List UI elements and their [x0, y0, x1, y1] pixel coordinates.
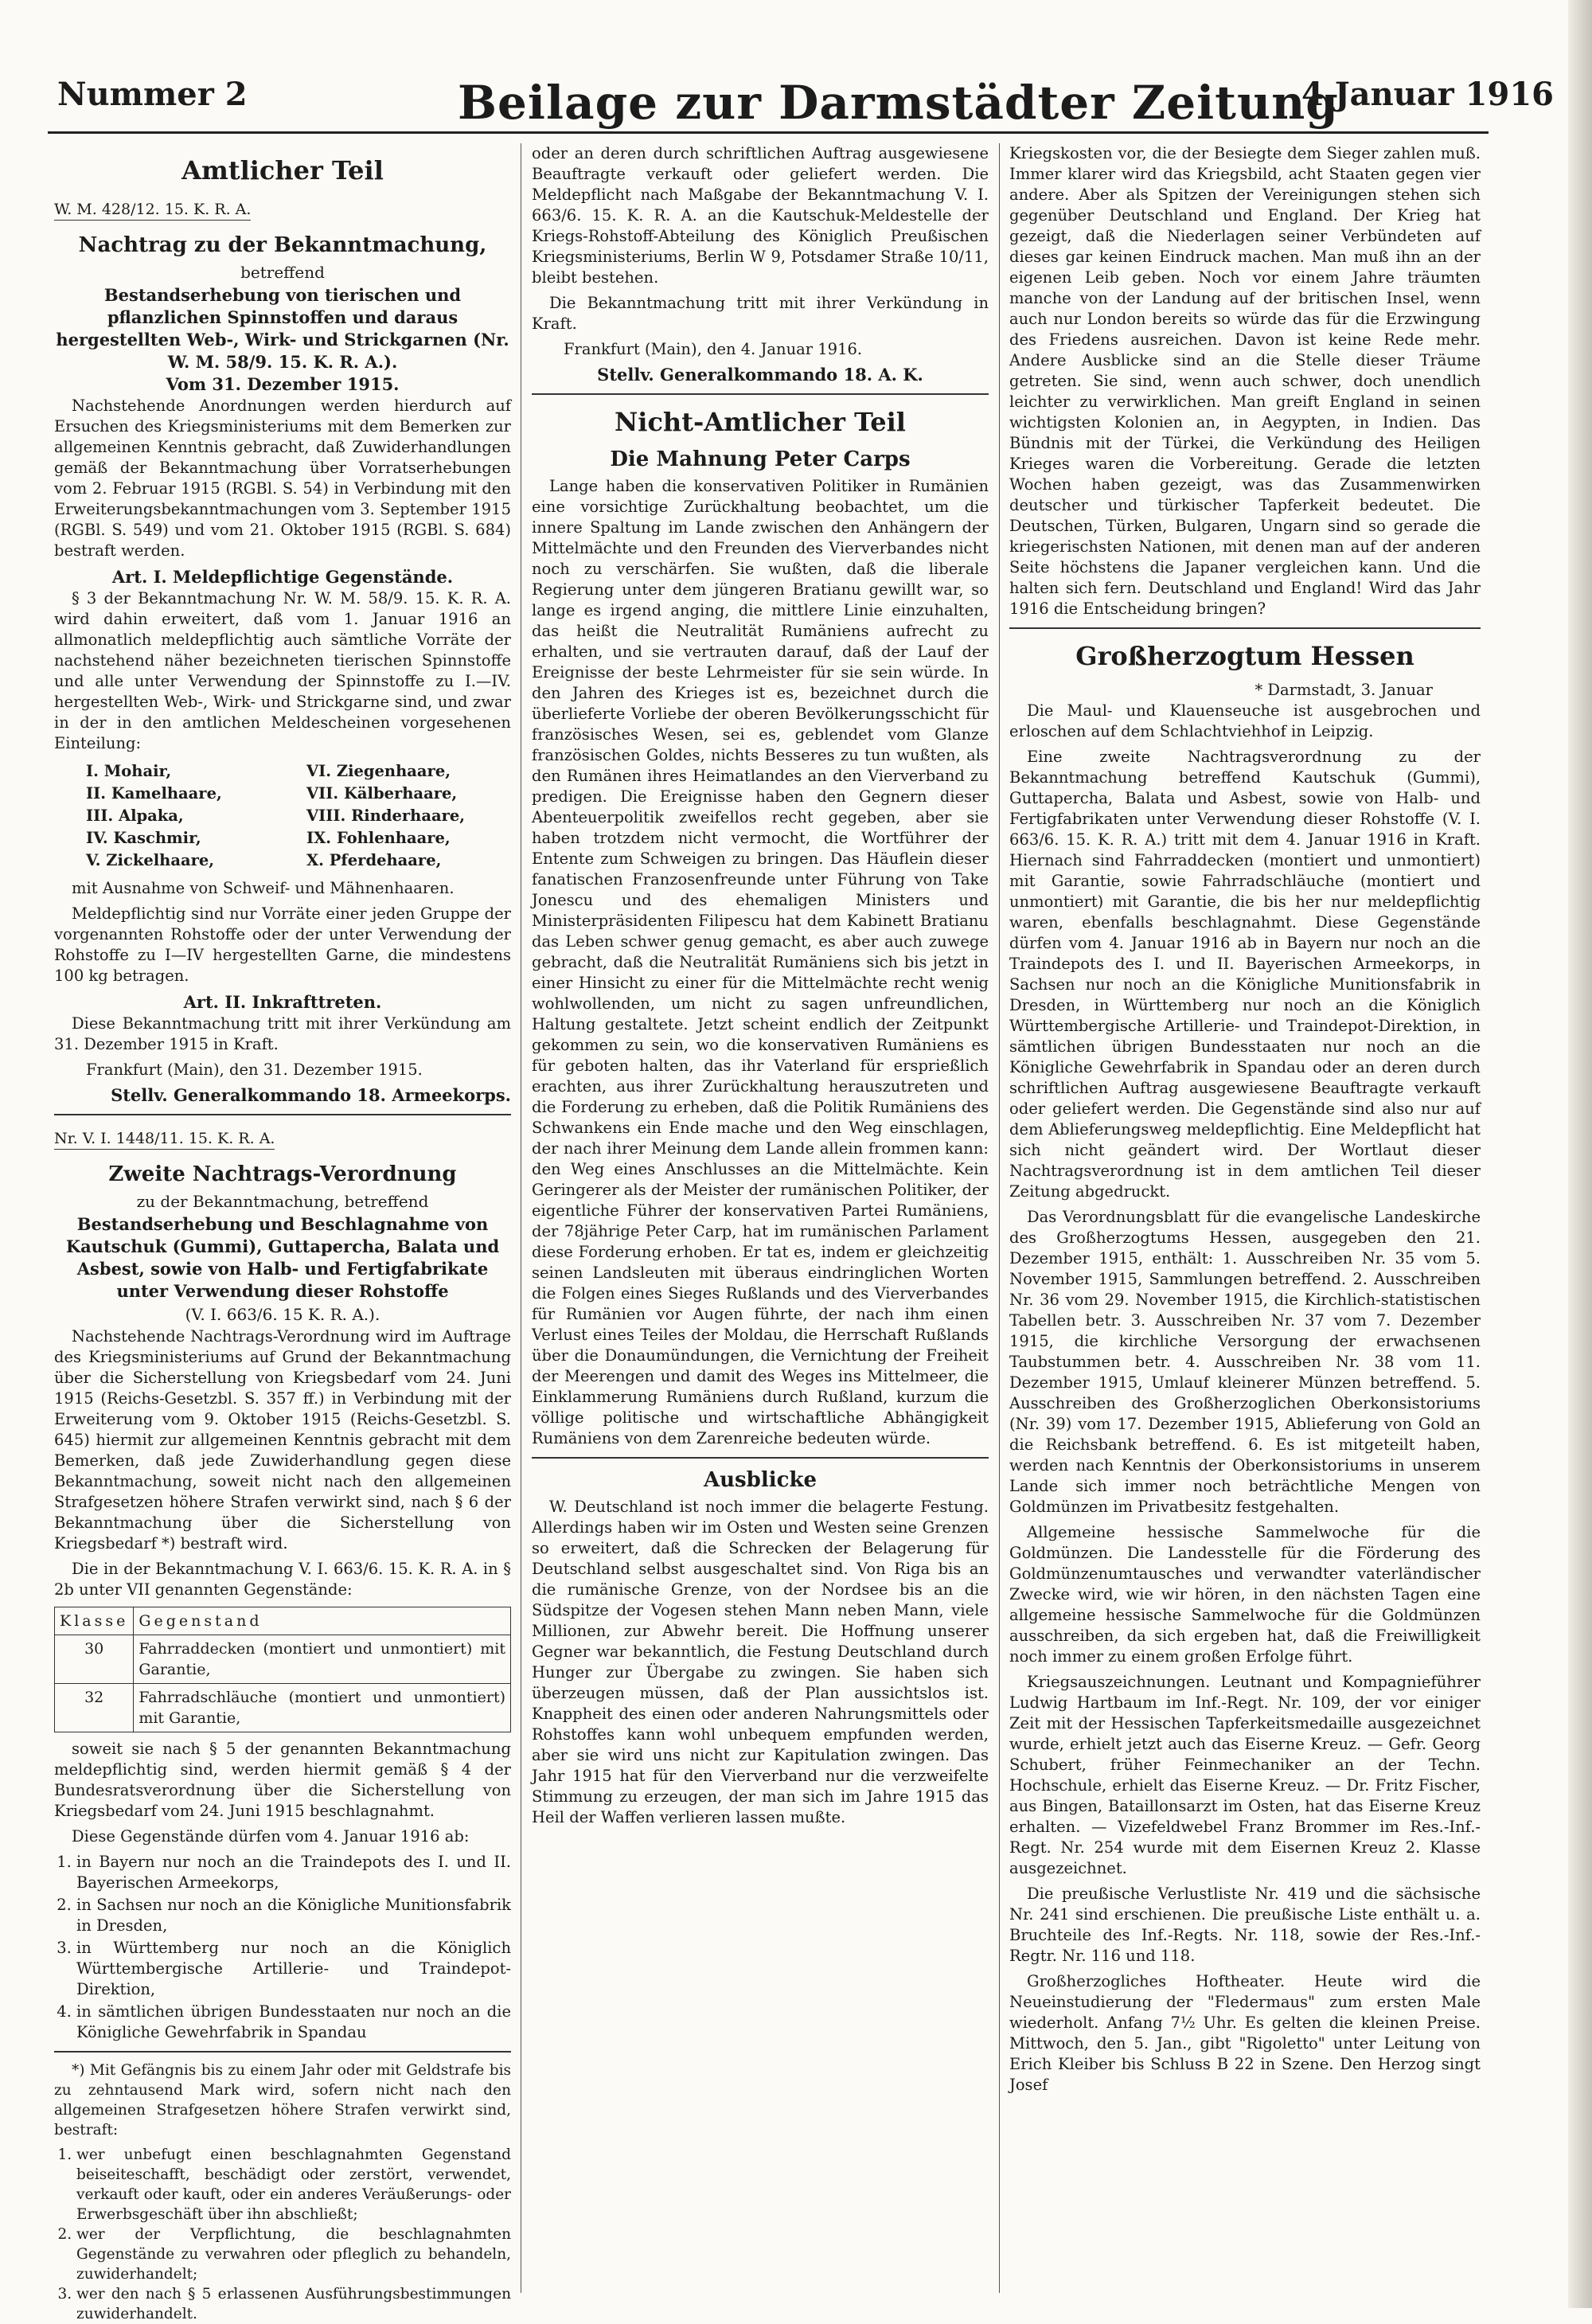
betreffend-label: betreffend [240, 263, 325, 282]
signature: Stellv. Generalkommando 18. A. K. [597, 365, 923, 385]
paragraph: Die in der Bekanntmachung V. I. 663/6. 15. K. R. A. in § 2b unter VII genannten Gegenstände: [54, 1560, 511, 1599]
footnote-list [54, 2145, 511, 2324]
hair-type: X. Pferdehaare, [306, 851, 442, 869]
news-item: Kriegsauszeichnungen. Leutnant und Kompagnieführer Ludwig Hartbaum im Inf.-Regt. Nr. 109, der vor einiger Zeit mit der Hessischen Tapferkeitsmedaille ausgezeichnet wurde, erhielt jetzt auch das Eiserne Kreuz. — Gefr. Georg Schubert, früher Feinmechaniker an der Techn. Hochschule, erhielt das Eiserne Kreuz. — Dr. Fritz Fischer, aus Bingen, Bataillonsarzt im Osten, hat das Eiserne Kreuz erhalten. — Vizefeldwebel Franz Brommer im Res.-Inf.-Regt. Nr. 254 wurde mit dem Eisernen Kreuz 2. Klasse ausgezeichnet. [1009, 1673, 1481, 1877]
page-edge-shadow [1568, 0, 1592, 2308]
list-item: 3. in Württemberg nur noch an die Königlich Württembergische Artillerie- und Traindepot-Direktion, [76, 1938, 511, 2000]
delivery-places-list [54, 1852, 511, 2043]
section-heading-nicht-amtlicher-teil: Nicht-Amtlicher Teil [615, 407, 906, 437]
column-1 [54, 143, 511, 2322]
paragraph: Nachstehende Nachtrags-Verordnung wird im Auftrage des Kriegsministeriums auf Grund der Bekanntmachung über die Sicherstellung von Kriegsbedarf vom 24. Juni 1915 (Reichs-Gesetzbl. S. 357 ff.) in Verbindung mit der Erweiterung vom 9. Oktober 1915 (Reichs-Gesetzbl. S. 645) hiermit zur allgemeinen Kenntnis gebracht mit dem Bemerken, daß jede Zuwiderhandlung gegen diese Bekanntmachung, soweit nicht nach den allgemeinen Strafgesetzen höhere Strafen verwirkt sind, nach § 6 der Bekanntmachung über die Sicherstellung von Kriegsbedarf *) bestraft wird. [54, 1327, 511, 1553]
paragraph: Kriegskosten vor, die der Besiegte dem Sieger zahlen muß. Immer klarer wird das Kriegsbild, acht Staaten gegen vier andere. Aber als Spitzen der Vereinigungen stehen sich gegenüber Deutschland und England. Der Krieg hat gezeigt, daß die Niederlagen seiner Verbündeten auf dieses gar keinen Eindruck machen. Man muß ihn an der eigenen Leib geben. Noch vor einem Jahre träumten manche von der Landung auf der britischen Insel, wenn auch nur London bereits so würde das für die Erzwingung des Friedens ausreichen. Davon ist keine Rede mehr. Andere Ausblicke sind an die Stelle dieser Träume getreten. Sie sind, wenn auch schwer, doch unendlich leichter zu verwirklichen. Man greift England in seinen wichtigsten Kolonien an, in Aegypten, in Indien. Das Bündnis mit der Türkei, die Verkündung des Heiligen Krieges waren die Vorbereitung. Gerade die letzten Wochen haben gezeigt, was das Zusammenwirken deutscher und türkischer Tapferkeit bedeutet. Die Deutschen, Türken, Bulgaren, Ungarn sind so gerade die kriegerischsten Nationen, mit denen man auf der anderen Seite höchstens die Japaner vergleichen kann. Und die halten sich fern. Deutschland und England! Wird das Jahr 1916 die Entscheidung bringen? [1009, 144, 1481, 618]
hair-type: II. Kamelhaare, [86, 784, 222, 803]
column-2 [532, 143, 989, 2284]
newspaper-title: Beilage zur Darmstädter Zeitung [458, 76, 1339, 130]
list-item: 3. wer den nach § 5 erlassenen Ausführungsbestimmungen zuwiderhandelt. [76, 2284, 511, 2324]
hair-type: VI. Ziegenhaare, [306, 762, 451, 780]
paragraph: W. Deutschland ist noch immer die belagerte Festung. Allerdings haben wir im Osten und Westen seine Grenzen so erweitert, daß die Schrecken der Belagerung für Deutschland selbst ausgeschaltet sind. Von Riga bis an die rumänische Grenze, von der Nordsee bis an die Südspitze der Vogesen stehen Mann neben Mann, viele Millionen, zur Abwehr bereit. Die Hoffnung unserer Gegner war bekanntlich, die Festung Deutschland durch Hunger zur Übergabe zu zwingen. Sie haben sich überzeugen müssen, daß der Plan aussichtslos ist. Knappheit des einen oder anderen Nahrungsmittels oder Rohstoffes kann wohl unbequem empfunden werden, aber sie wird uns nicht zur Kapitulation zwingen. Das Jahr 1915 hat für den Vierverband nur die verzweifelte Stimmung zu erzeugen, der man sich im Jahre 1915 das Heil der Waffen verlieren lassen mußte. [532, 1498, 989, 1826]
section-heading-grossherzogtum-hessen: Großherzogtum Hessen [1075, 641, 1414, 671]
footnote: *) Mit Gefängnis bis zu einem Jahr oder mit Geldstrafe bis zu zehntausend Mark wird, sofern nicht nach den allgemeinen Strafgesetzen höhere Strafen verwirkt sind, bestraft: [54, 2062, 511, 2138]
reference-number: W. M. 428/12. 15. K. R. A. [54, 199, 251, 221]
article-title: Nachtrag zu der Bekanntmachung, [78, 233, 487, 257]
hair-type: III. Alpaka, [86, 807, 184, 825]
divider [1009, 627, 1481, 629]
paragraph: Diese Bekanntmachung tritt mit ihrer Verkündung am 31. Dezember 1915 in Kraft. [54, 1014, 511, 1053]
hair-type: V. Zickelhaare, [86, 851, 215, 869]
location-date: Frankfurt (Main), den 4. Januar 1916. [564, 340, 863, 358]
hair-type: VIII. Rinderhaare, [306, 807, 466, 825]
issue-date: 4 Januar 1916 [1301, 76, 1555, 113]
column-divider [999, 143, 1000, 2293]
table-cell: 32 [55, 1684, 134, 1732]
list-item: 4. in sämtlichen übrigen Bundesstaaten nur noch an die Königliche Gewehrfabrik in Spandau [76, 2002, 511, 2043]
paragraph: Meldepflichtig sind nur Vorräte einer jeden Gruppe der vorgenannten Rohstoffe oder der unter Verwendung der Rohstoffe zu I—IV hergestellten Garne, die mindestens 100 kg betragen. [54, 904, 511, 985]
list-item: 1. wer unbefugt einen beschlagnahmten Gegenstand beiseiteschafft, beschädigt oder zerstört, verwendet, verkauft oder kauft, oder ein anderes Veräußerungs- oder Erwerbsgeschäft über ihn abschließt; [76, 2145, 511, 2224]
table-header-row [55, 1607, 511, 1635]
paragraph: Nachstehende Anordnungen werden hierdurch auf Ersuchen des Kriegsministeriums mit dem Bemerken zur allgemeinen Kenntnis gebracht, daß Zuwiderhandlungen gemäß der Bekanntmachung über Vorratserhebungen vom 2. Februar 1915 (RGBl. S. 54) in Verbindung mit den Erweiterungsbekanntmachungen vom 3. September 1915 (RGBl. S. 549) und vom 21. Oktober 1915 (RGBl. S. 684) bestraft werden. [54, 396, 511, 560]
article-subtitle: zu der Bekanntmachung, betreffend [136, 1192, 429, 1211]
hair-type: IV. Kaschmir, [86, 829, 201, 847]
reference-number: Nr. V. I. 1448/11. 15. K. R. A. [54, 1128, 275, 1150]
signature: Stellv. Generalkommando 18. Armeekorps. [111, 1085, 511, 1105]
list-item: 2. wer der Verpflichtung, die beschlagnahmten Gegenstände zu verwahren oder pfleglich zu behandeln, zuwiderhandelt; [76, 2224, 511, 2284]
divider [54, 2051, 511, 2053]
article-title: Die Mahnung Peter Carps [610, 447, 911, 471]
location-date: Frankfurt (Main), den 31. Dezember 1915. [86, 1060, 423, 1079]
divider [532, 1457, 989, 1459]
paragraph: Die Bekanntmachung tritt mit ihrer Verkündung in Kraft. [532, 294, 989, 333]
hair-types-list [86, 760, 511, 872]
paragraph: § 3 der Bekanntmachung Nr. W. M. 58/9. 15. K. R. A. wird dahin erweitert, daß vom 1. Januar 1916 an allmonatlich meldepflichtig auch sämtliche Vorräte der nachstehend näher bezeichneten tierischen Spinnstoffe und alle unter Verwendung der Spinnstoffe zu I.—IV. hergestellten Web-, Wirk- und Strickgarne sind, und zwar in der in den amtlichen Meldescheinen vorgesehenen Einteilung: [54, 589, 511, 752]
paragraph: mit Ausnahme von Schweif- und Mähnenhaaren. [72, 879, 455, 897]
dateline: * Darmstadt, 3. Januar [1254, 681, 1433, 699]
divider [54, 1114, 511, 1115]
table-header: Klasse [55, 1607, 134, 1635]
article-subject: Bestandserhebung und Beschlagnahme von Kautschuk (Gummi), Guttapercha, Balata und Asbest, sowie von Halb- und Fertigfabrikate unter Verwendung dieser Rohstoffe [65, 1214, 500, 1301]
news-item: Großherzogliches Hoftheater. Heute wird die Neueinstudierung der "Fledermaus" zum ersten Male wiederholt. Anfang 7½ Uhr. Es gelten die kleinen Preise. Mittwoch, den 5. Jan., gibt "Rigoletto" unter Leitung von Erich Kleiber bis Schluss B 22 in Szene. Den Herzog singt Josef [1009, 1972, 1481, 2094]
news-item: Eine zweite Nachtragsverordnung zu der Bekanntmachung betreffend Kautschuk (Gummi), Guttapercha, Balata und Asbest, sowie von Halb- und Fertigfabrikaten unter Verwendung dieser Rohstoffe (V. I. 663/6. 15. K. R. A.) tritt mit dem 4. Januar 1916 in Kraft. Hiernach sind Fahrraddecken (montiert und unmontiert) mit Garantie, sowie Fahrradschläuche (montiert und unmontiert) mit Garantie, die bis her nur meldepflichtig waren, ebenfalls beschlagnahmt. Diese Gegenstände dürfen vom 4. Januar 1916 ab in Bayern nur noch an die Traindepots des I. und II. Bayerischen Armeekorps, in Sachsen nur noch an die Königliche Munitionsfabrik in Dresden, in Württemberg nur noch an die Königlich Württembergische Artillerie- und Traindepot-Direktion, in sämtlichen übrigen Bundesstaaten nur noch an die Königliche Gewehrfabrik in Spandau oder an deren durch schriftlichen Auftrag ausgewiesene Beauftragte verkauft oder geliefert werden. Die Gegenstände sind also nur auf dem Ablieferungsweg meldepflichtig. Eine Meldepflicht hat sich nicht geändert wird. Der Wortlaut dieser Nachtragsverordnung ist in dem amtlichen Teil dieser Zeitung abgedruckt. [1009, 748, 1481, 1201]
article-section-heading: Art. I. Meldepflichtige Gegenstände. [111, 567, 454, 587]
issue-number: Nummer 2 [57, 76, 248, 113]
article-date: Vom 31. Dezember 1915. [166, 374, 400, 394]
hair-type: VII. Kälberhaare, [306, 784, 458, 803]
divider [532, 393, 989, 395]
hair-type: I. Mohair, [86, 762, 172, 780]
goods-table [54, 1607, 511, 1732]
paragraph: soweit sie nach § 5 der genannten Bekanntmachung meldepflichtig sind, werden hiermit gemäß § 4 der Bundesratsverordnung über die Sicherstellung von Kriegsbedarf vom 24. Juni 1915 beschlagnahmt. [54, 1740, 511, 1820]
table-row [55, 1635, 511, 1684]
article-reference: (V. I. 663/6. 15 K. R. A.). [185, 1305, 380, 1324]
paragraph: Lange haben die konservativen Politiker in Rumänien eine vorsichtige Zurückhaltung beobachtet, um die innere Spaltung im Lande zwischen den Anhängern der Mittelmächte und den Freunden des Vierverbandes nicht noch zu verschärfen. Sie wußten, daß die liberale Regierung unter dem jüngeren Bratianu gewillt war, so lange es irgend anging, die mittlere Linie einzuhalten, das heißt die Neutralität Rumäniens aufrecht zu erhalten, und sie vertrauten darauf, daß der Lauf der Ereignisse der beste Lehrmeister für sie sein würde. In den Jahren des Krieges ist es, bezeichnet durch die überlieferte Vorliebe der oberen Bevölkerungsschicht für französisches Wesen, sei es, geblendet vom Glanze französischen Goldes, nichts Besseres zu tun wußten, als den Rumänen ihres Heimatlandes an den Vierverband zu predigen. Die Ereignisse haben den Gegnern dieser Abenteuerpolitik zweifellos recht gegeben, aber sie haben trotzdem nicht vermocht, die Wortführer der Entente zum Schweigen zu bringen. Das Häuflein dieser fanatischen Franzosenfreunde unter Führung von Take Jonescu und des ehemaligen Ministers und Ministerpräsidenten Filipescu hat dem Kabinett Bratianu das Leben schwer genug gemacht, es aber auch zuwege gebracht, daß die Neutralität Rumäniens sich bis jetzt in einer Hinsicht zu einer für die Mittelmächte recht wenig wohlwollenden, um nicht zu sagen unfreundlichen, Haltung gestaltete. Jetzt scheint endlich der Zeitpunkt gekommen zu sein, wo die konservativen Rumäniens es für geboten halten, das ihr Vaterland für ersprießlich erachten, aus ihrer Zurückhaltung herauszutreten und die Forderung zu erheben, daß die Politik Rumäniens des Schwankens ein Ende mache und den Weg einschlagen, der nach ihrer Meinung dem Lande allein frommen kann: den Weg eines Anschlusses an die Mittelmächte. Kein Geringerer als der Meister der rumänischen Politiker, der eigentliche Führer der konservativen Partei Rumäniens, der 78jährige Peter Carp, hat im rumänischen Parlament diese Forderung erhoben. Er tat es, indem er gleichzeitig seinen Landsleuten mit überaus eindringlichen Worten die Folgen eines Sieges Rußlands und des Vierverbandes für Rumänien vor Augen führte, der nach ihm einen Verlust eines Teiles der Moldau, die Herrschaft Rußlands über die Donaumündungen, die Vernichtung der Freiheit der Meerengen und damit des Weges ins Mittelmeer, die Einklammerung Rumäniens durch Rußland, kurzum die völlige politische und wirtschaftliche Abhängigkeit Rumäniens von dem Zarenreiche bedeuten würde. [532, 477, 989, 1447]
table-row [55, 1684, 511, 1732]
list-item: 1. in Bayern nur noch an die Traindepots des I. und II. Bayerischen Armeekorps, [76, 1852, 511, 1893]
list-item: 2. in Sachsen nur noch an die Königliche Munitionsfabrik in Dresden, [76, 1895, 511, 1936]
article-section-heading: Art. II. Inkrafttreten. [183, 992, 382, 1012]
article-subject: Bestandserhebung von tierischen und pflanzlichen Spinnstoffen und daraus hergestellten Web-, Wirk- und Strickgarnen (Nr. W. M. 58/9. 15. K. R. A.). [56, 285, 509, 372]
news-item: Das Verordnungsblatt für die evangelische Landeskirche des Großherzogtums Hessen, ausgegeben den 21. Dezember 1915, enthält: 1. Ausschreiben Nr. 35 vom 5. November 1915, Sammlungen betreffend. 2. Ausschreiben Nr. 36 vom 29. November 1915, die Kirchlich-statistischen Tabellen betr. 3. Ausschreiben Nr. 37 vom 7. Dezember 1915, die kirchliche Versorgung der erwachsenen Taubstummen betr. 4. Ausschreiben Nr. 38 vom 11. Dezember 1915, Umlauf kleinerer Münzen betreffend. 5. Ausschreiben des Großherzoglichen Oberkonsistoriums (Nr. 39) vom 17. Dezember 1915, Ablieferung von Gold an die Reichsbank betreffend. 6. Es ist mitgeteilt haben, werden nach Kenntnis der Oberkonsistoriums in unserem Lande sich immer noch beträchtliche Mengen von Goldmünzen im Privatbesitz festgehalten. [1009, 1208, 1481, 1516]
table-cell: 30 [55, 1635, 134, 1684]
article-title: Ausblicke [703, 1468, 817, 1492]
paragraph: Diese Gegenstände dürfen vom 4. Januar 1916 ab: [72, 1827, 470, 1846]
article-title: Zweite Nachtrags-Verordnung [108, 1162, 457, 1186]
table-cell: Fahrraddecken (montiert und unmontiert) mit Garantie, [134, 1635, 511, 1684]
section-heading-amtlicher-teil: Amtlicher Teil [181, 155, 384, 186]
news-item: Die preußische Verlustliste Nr. 419 und die sächsische Nr. 241 sind erschienen. Die preußische Liste enthält u. a. Bruchteile des Inf.-Regts. Nr. 118, sowie der Res.-Inf.-Regtr. Nr. 116 und 118. [1009, 1885, 1481, 1965]
table-cell: Fahrradschläuche (montiert und unmontiert) mit Garantie, [134, 1684, 511, 1732]
news-item: Allgemeine hessische Sammelwoche für die Goldmünzen. Die Landesstelle für die Förderung des Goldmünzenumtausches und verwandter vaterländischer Zwecke wird, wie wir hören, in den nächsten Tagen eine allgemeine hessische Sammelwoche für die Goldmünzen ausschreiben, da sich ergeben hat, daß die Freiwilligkeit noch immer zu einem großen Erfolge führt. [1009, 1523, 1481, 1666]
paragraph: oder an deren durch schriftlichen Auftrag ausgewiesene Beauftragte verkauft oder geliefert werden. Die Meldepflicht nach Maßgabe der Bekanntmachung V. I. 663/6. 15. K. R. A. an die Kautschuk-Meldestelle der Kriegs-Rohstoff-Abteilung des Königlich Preußischen Kriegsministeriums, Berlin W 9, Potsdamer Straße 10/11, bleibt bestehen. [532, 144, 989, 287]
column-3 [1009, 143, 1481, 2284]
masthead-rule [48, 131, 1489, 134]
hair-type: IX. Fohlenhaare, [306, 829, 451, 847]
news-item: Die Maul- und Klauenseuche ist ausgebrochen und erloschen auf dem Schlachtviehhof in Leipzig. [1009, 701, 1481, 740]
table-header: Gegenstand [134, 1607, 511, 1635]
